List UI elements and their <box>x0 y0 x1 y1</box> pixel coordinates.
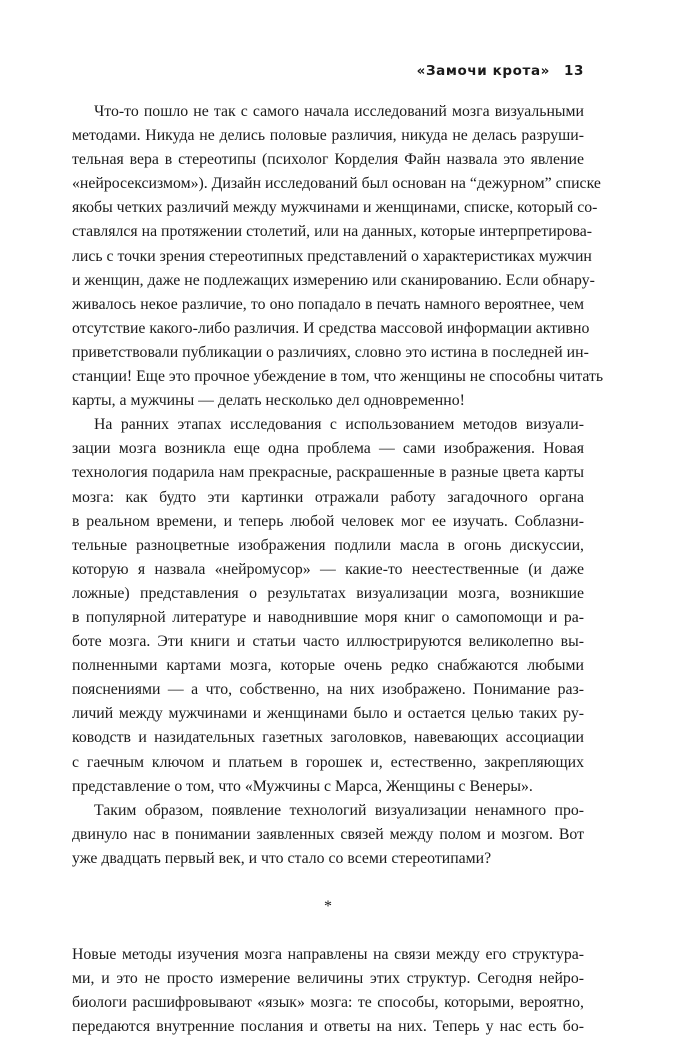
text-line: которую я назвала «нейромусор» — какие-то неестественные (и даже <box>72 560 584 578</box>
text-line: живалось некое различие, то оно попадало в печать намного вероятнее, чем <box>72 295 584 313</box>
text-line: Таким образом, появление технологий визуализации ненамного про- <box>94 801 584 819</box>
paragraph-2 <box>72 413 584 799</box>
text-line: личий между мужчинами и женщинами было и остается целью таких ру- <box>72 705 584 723</box>
text-line: полненными картами мозга, которые очень редко снабжаются любыми <box>72 657 584 675</box>
text-line: в реальном времени, и теперь любой человек мог ее изучать. Соблазни- <box>72 512 584 530</box>
text-line: тельная вера в стереотипы (психолог Корделия Файн назвала это явление <box>72 151 584 169</box>
body-text <box>72 100 604 1039</box>
text-line: ложные) представления о результатах визуализации мозга, возникшие <box>72 584 584 602</box>
text-line: боте мозга. Эти книги и статьи часто иллюстрируются великолепно вы- <box>72 633 584 651</box>
text-line: передаются внутренние послания и ответы на них. Теперь у нас есть бо- <box>72 1018 584 1036</box>
text-line: отсутствие какого-либо различия. И средства массовой информации активно <box>72 319 590 337</box>
text-line: двинуло нас в понимании заявленных связей между полом и мозгом. Вот <box>72 825 584 843</box>
text-line: ставлялся на протяжении столетий, или на данных, которые интерпретирова- <box>72 223 592 241</box>
text-line: Новые методы изучения мозга направлены на связи между его структура- <box>72 946 584 964</box>
text-line: лись с точки зрения стереотипных представлений о характеристиках мужчин <box>72 247 592 265</box>
text-line: представление о том, что «Мужчины с Марса, Женщины с Венеры». <box>72 777 533 795</box>
text-line: приветствовали публикации о различиях, словно это истина в последней ин- <box>72 343 589 361</box>
text-line: технология подарила нам прекрасные, раскрашенные в разные цвета карты <box>72 464 584 482</box>
paragraph-1 <box>72 100 604 413</box>
text-line: «нейросексизмом»). Дизайн исследований был основан на “дежурном” списке <box>72 175 601 193</box>
text-line: станции! Еще это прочное убеждение в том, что женщины не способны читать <box>72 368 604 386</box>
text-line: якобы четких различий между мужчинами и женщинами, списке, который со- <box>72 199 598 217</box>
text-line: ми, и это не просто измерение величины этих структур. Сегодня нейро- <box>72 970 584 988</box>
text-line: ководств и назидательных газетных заголовков, навевающих ассоциации <box>72 729 584 747</box>
text-line: биологи расшифровывают «язык» мозга: те способы, которыми, вероятно, <box>72 994 584 1012</box>
text-line: в популярной литературе и наводнившие моря книг о самопомощи и ра- <box>72 608 584 626</box>
page-number: 13 <box>564 63 584 79</box>
section-break: * <box>324 898 332 915</box>
text-line: Что-то пошло не так с самого начала исследований мозга визуальными <box>94 103 584 120</box>
text-line: пояснениями — а что, собственно, на них изображено. Понимание раз- <box>72 681 584 699</box>
text-line: На ранних этапах исследования с использованием методов визуали- <box>94 416 584 434</box>
text-line: мозга: как будто эти картинки отражали работу загадочного органа <box>72 488 584 506</box>
running-head <box>417 63 584 79</box>
text-line: зации мозга возникла еще одна проблема — сами изображения. Новая <box>72 440 584 458</box>
chapter-title: «Замочи крота» <box>416 63 550 79</box>
paragraph-4 <box>72 943 584 1039</box>
paragraph-3 <box>72 799 584 871</box>
text-line: с гаечным ключом и платьем в горошек и, естественно, закрепляющих <box>72 753 584 771</box>
text-line: уже двадцать первый век, и что стало со всеми стереотипами? <box>72 849 492 867</box>
text-line: методами. Никуда не делись половые различия, никуда не делась разруши- <box>72 127 584 145</box>
text-line: тельные разноцветные изображения подлили масла в огонь дискуссии, <box>72 536 584 554</box>
text-line: карты, а мужчины — делать несколько дел одновременно! <box>72 392 465 410</box>
text-line: и женщин, даже не подлежащих измерению или сканированию. Если обнару- <box>72 271 595 289</box>
